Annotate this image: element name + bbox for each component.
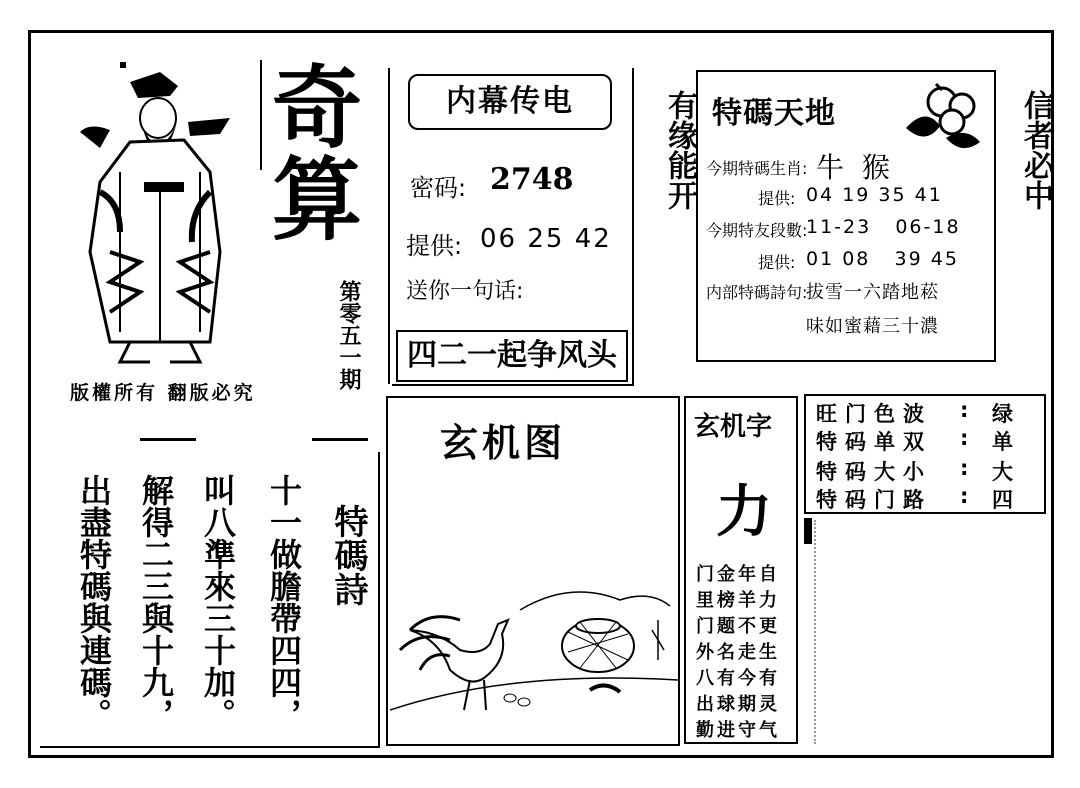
tema-provide2-value: 01 08 39 45 (806, 248, 959, 270)
copyright-notice: 版權所有 翻版必究 (70, 382, 256, 404)
title-divider (260, 60, 262, 170)
xuanjizi-row: 勤进守气 (696, 720, 780, 741)
slogan-left: 有缘能开 (662, 90, 697, 210)
slogan-right: 信者必中 (1018, 90, 1053, 210)
xuanjizi-row: 八有今有 (696, 668, 780, 689)
xuanjizi-row: 里榜羊力 (696, 590, 780, 611)
poem-rule-left (140, 438, 196, 441)
xuanjizi-title: 玄机字 (694, 412, 773, 442)
stat-label: 特码单双 (816, 429, 932, 454)
poem-column-2: 叫八準來三十加。 (199, 474, 237, 730)
password-value: 2748 (490, 162, 574, 197)
tema-provide1-label: 提供: (758, 189, 796, 208)
poem-rule-right (312, 438, 368, 441)
segment-label: 今期特友段數: (706, 221, 808, 240)
dotted-divider (814, 520, 816, 744)
stat-colon: : (960, 426, 969, 450)
segment-value: 11-23 06-18 (806, 216, 961, 238)
tema-provide2-label: 提供: (758, 253, 796, 272)
sentence-label: 送你一句话: (406, 279, 524, 304)
stat-value: 大 (992, 460, 1013, 484)
issue-number: 第零五一期 (336, 280, 362, 390)
stat-label: 旺门色波 (816, 401, 932, 426)
poem-heading: 特碼詩 (328, 504, 368, 606)
stat-colon: : (960, 456, 969, 480)
xuanjizi-row: 出球期灵 (696, 694, 780, 715)
god-figure-illustration (60, 52, 240, 372)
poem-column-1: 十一做膽帶四四， (265, 474, 303, 730)
tema-title: 特碼天地 (712, 96, 836, 131)
tema-provide1-value: 04 19 35 41 (806, 184, 943, 206)
poem-column-3: 解得二三與十九， (137, 474, 175, 730)
fruit-icon (896, 76, 986, 156)
tema-poem-label: 内部特碼詩句: (706, 283, 808, 302)
stat-value: 单 (992, 430, 1013, 454)
stat-value: 绿 (992, 402, 1013, 426)
xuanji-title: 玄机图 (440, 421, 567, 465)
tema-poem-line1: 拔雪一六踏地菘 (806, 282, 939, 303)
stat-label: 特码大小 (816, 459, 932, 484)
stat-value: 四 (992, 488, 1013, 512)
password-label: 密码: (410, 174, 467, 202)
marker-block (804, 518, 812, 544)
xuanjizi-row: 门题不更 (696, 616, 780, 637)
neimu-provide-label: 提供: (406, 232, 463, 260)
zodiac-value: 牛 猴 (816, 151, 890, 184)
poem-column-4: 出盡特碼與連碼。 (75, 474, 113, 730)
stat-label: 特码门路 (816, 487, 932, 512)
xuanjizi-row: 外名走生 (696, 642, 780, 663)
xuanjizi-row: 门金年自 (696, 564, 780, 585)
zodiac-label: 今期特碼生肖: (706, 159, 808, 178)
neimu-left-border (388, 68, 390, 384)
stat-colon: : (960, 484, 969, 508)
neimu-title: 内幕传电 (408, 74, 612, 130)
stat-colon: : (960, 398, 969, 422)
tema-poem-line2: 味如蜜藉三十濃 (806, 316, 939, 337)
neimu-provide-value: 06 25 42 (480, 224, 612, 254)
rooster-basket-illustration (390, 560, 678, 740)
sentence-value: 四二一起争风头 (396, 330, 628, 382)
xuanjizi-char: 力 (716, 480, 772, 545)
page-title: 奇算 (272, 55, 360, 253)
